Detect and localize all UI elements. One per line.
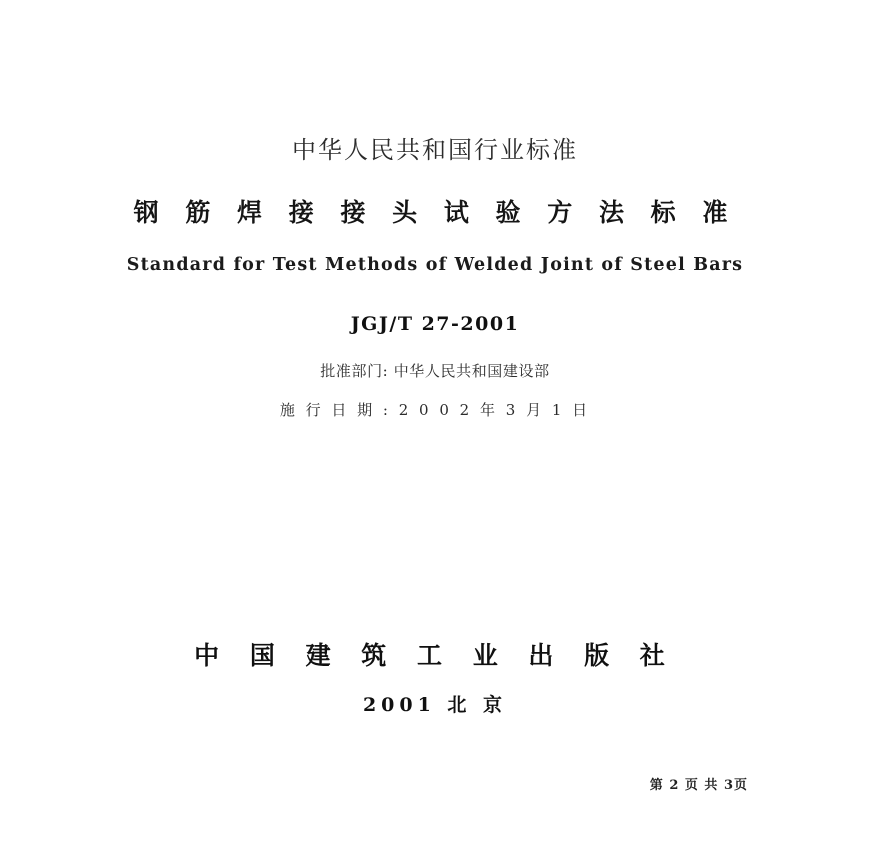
title-block — [0, 130, 870, 335]
document-title-chinese: 钢 筋 焊 接 接 头 试 验 方 法 标 准 — [133, 198, 737, 227]
standard-code: JGJ/T 27-2001 — [350, 313, 520, 335]
approval-block — [0, 360, 870, 420]
standard-authority-line: 中华人民共和国行业标准 — [292, 136, 578, 164]
publication-place-year: 2001 北 京 — [362, 694, 508, 716]
publisher-name: 中 国 建 筑 工 业 出 版 社 — [194, 641, 676, 670]
approval-department: 批准部门: 中华人民共和国建设部 — [320, 362, 550, 380]
publisher-block — [0, 636, 870, 717]
page-footer: 第 2 页 共 3页 — [649, 778, 748, 793]
effective-date: 施 行 日 期 : 2 0 0 2 年 3 月 1 日 — [279, 401, 591, 419]
document-title-english: Standard for Test Methods of Welded Joint of Steel Bars — [126, 255, 744, 275]
